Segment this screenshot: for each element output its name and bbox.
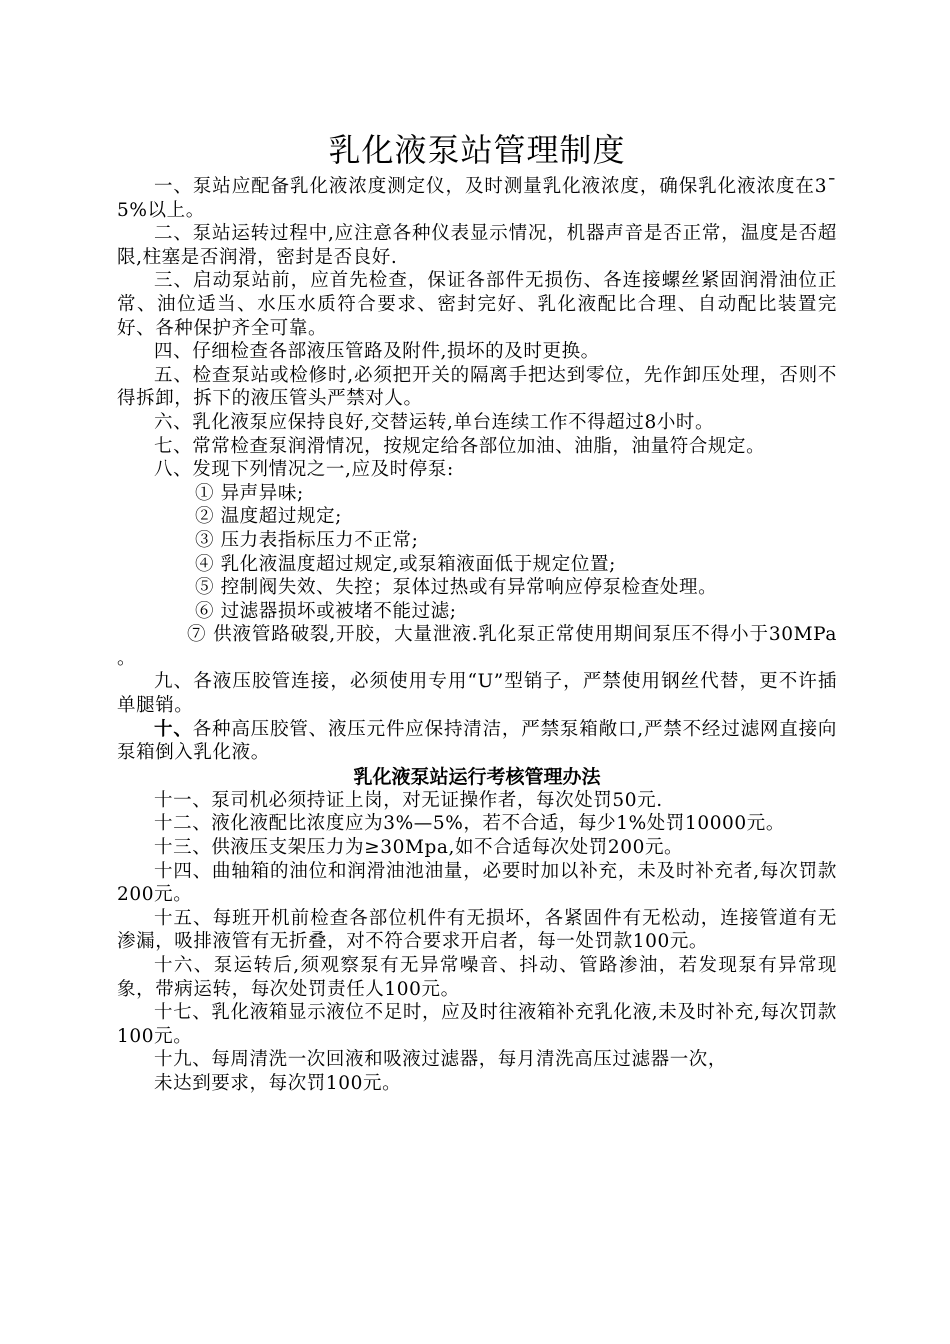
document-page [117, 125, 837, 1096]
rule-paragraph: 八、发现下列情况之一,应及时停泵: [154, 459, 454, 481]
assessment-paragraph: 十二、液化液配比浓度应为3%—5%，若不合适，每少1%处罚10000元。 [154, 813, 785, 835]
assessment-section [117, 789, 837, 1096]
rule-paragraph [117, 718, 837, 765]
rule-paragraph: 九、各液压胶管连接，必须使用专用“U”型销子，严禁使用钢丝代替，更不许插单腿销。 [117, 671, 837, 717]
rule-paragraph: 三、启动泵站前，应首先检查，保证各部件无损伤、各连接螺丝紧固润滑油位正常、油位适当、水压水质符合要求、密封完好、乳化液配比合理、自动配比装置完好、各种保护齐全可靠。 [117, 270, 837, 339]
stop-condition-item: ⑥ 过滤器损坏或被堵不能过滤; [195, 600, 457, 622]
assessment-paragraph: 十三、供液压支架压力为≥30Mpa,如不合适每次处罚200元。 [154, 837, 684, 859]
rule-paragraph: 四、仔细检查各部液压管路及附件,损坏的及时更换。 [154, 341, 600, 363]
stop-condition-item: ⑤ 控制阀失效、失控；泵体过热或有异常响应停泵检查处理。 [195, 577, 718, 599]
rule-paragraph: 七、常常检查泵润滑情况，按规定给各部位加油、油脂，油量符合规定。 [154, 435, 766, 457]
document-title: 乳化液泵站管理制度 [328, 131, 626, 169]
stop-condition-item: ② 温度超过规定; [195, 506, 343, 528]
assessment-paragraph: 十五、每班开机前检查各部位机件有无损坏，各紧固件有无松动，连接管道有无渗漏，吸排液管有无折叠，对不符合要求开启者，每一处罚款100元。 [117, 907, 837, 953]
assessment-paragraph: 十七、乳化液箱显示液位不足时，应及时往液箱补充乳化液,未及时补充,每次罚款100元。 [117, 1002, 837, 1047]
stop-condition-item: ① 异声异味; [195, 482, 304, 504]
section-subtitle: 乳化液泵站运行考核管理办法 [353, 765, 601, 788]
rule-paragraph: 五、检查泵站或检修时,必须把开关的隔离手把达到零位，先作卸压处理，否则不得拆卸，拆下的液压管头严禁对人。 [117, 364, 837, 410]
rule-paragraph: 六、乳化液泵应保持良好,交替运转,单台连续工作不得超过8小时。 [154, 411, 715, 433]
assessment-paragraph: 十四、曲轴箱的油位和润滑油池油量，必要时加以补充，未及时补充者,每次罚款200元。 [117, 860, 837, 906]
assessment-paragraph: 未达到要求，每次罚100元。 [154, 1072, 402, 1094]
rule-number: 十、 [154, 718, 193, 740]
stop-condition-item: ③ 压力表指标压力不正常; [195, 529, 419, 551]
rules-section [117, 175, 837, 765]
assessment-paragraph: 十六、泵运转后,须观察泵有无异常噪音、抖动、管路渗油，若发现泵有异常现象，带病运转，每次处罚责任人100元。 [117, 955, 837, 1000]
stop-conditions-list [117, 482, 837, 671]
stop-condition-item: ④ 乳化液温度超过规定,或泵箱液面低于规定位置; [195, 553, 616, 575]
assessment-paragraph: 十九、每周清洗一次回液和吸液过滤器，每月清洗高压过滤器一次， [154, 1049, 728, 1071]
stop-condition-item: ⑦ 供液管路破裂,开胶，大量泄液.乳化泵正常使用期间泵压不得小于30MPa 。 [117, 624, 837, 669]
rule-text: 各种高压胶管、液压元件应保持清洁，严禁泵箱敞口,严禁不经过滤网直接向泵箱倒入乳化液。 [117, 718, 837, 764]
assessment-paragraph: 十一、泵司机必须持证上岗，对无证操作者，每次处罚50元. [154, 789, 663, 811]
rule-paragraph: 一、泵站应配备乳化液浓度测定仪，及时测量乳化液浓度，确保乳化液浓度在3¯5%以上。 [117, 176, 837, 221]
rule-paragraph: 二、泵站运转过程中,应注意各种仪表显示情况，机器声音是否正常，温度是否超限,柱塞是否润滑，密封是否良好. [117, 223, 837, 268]
